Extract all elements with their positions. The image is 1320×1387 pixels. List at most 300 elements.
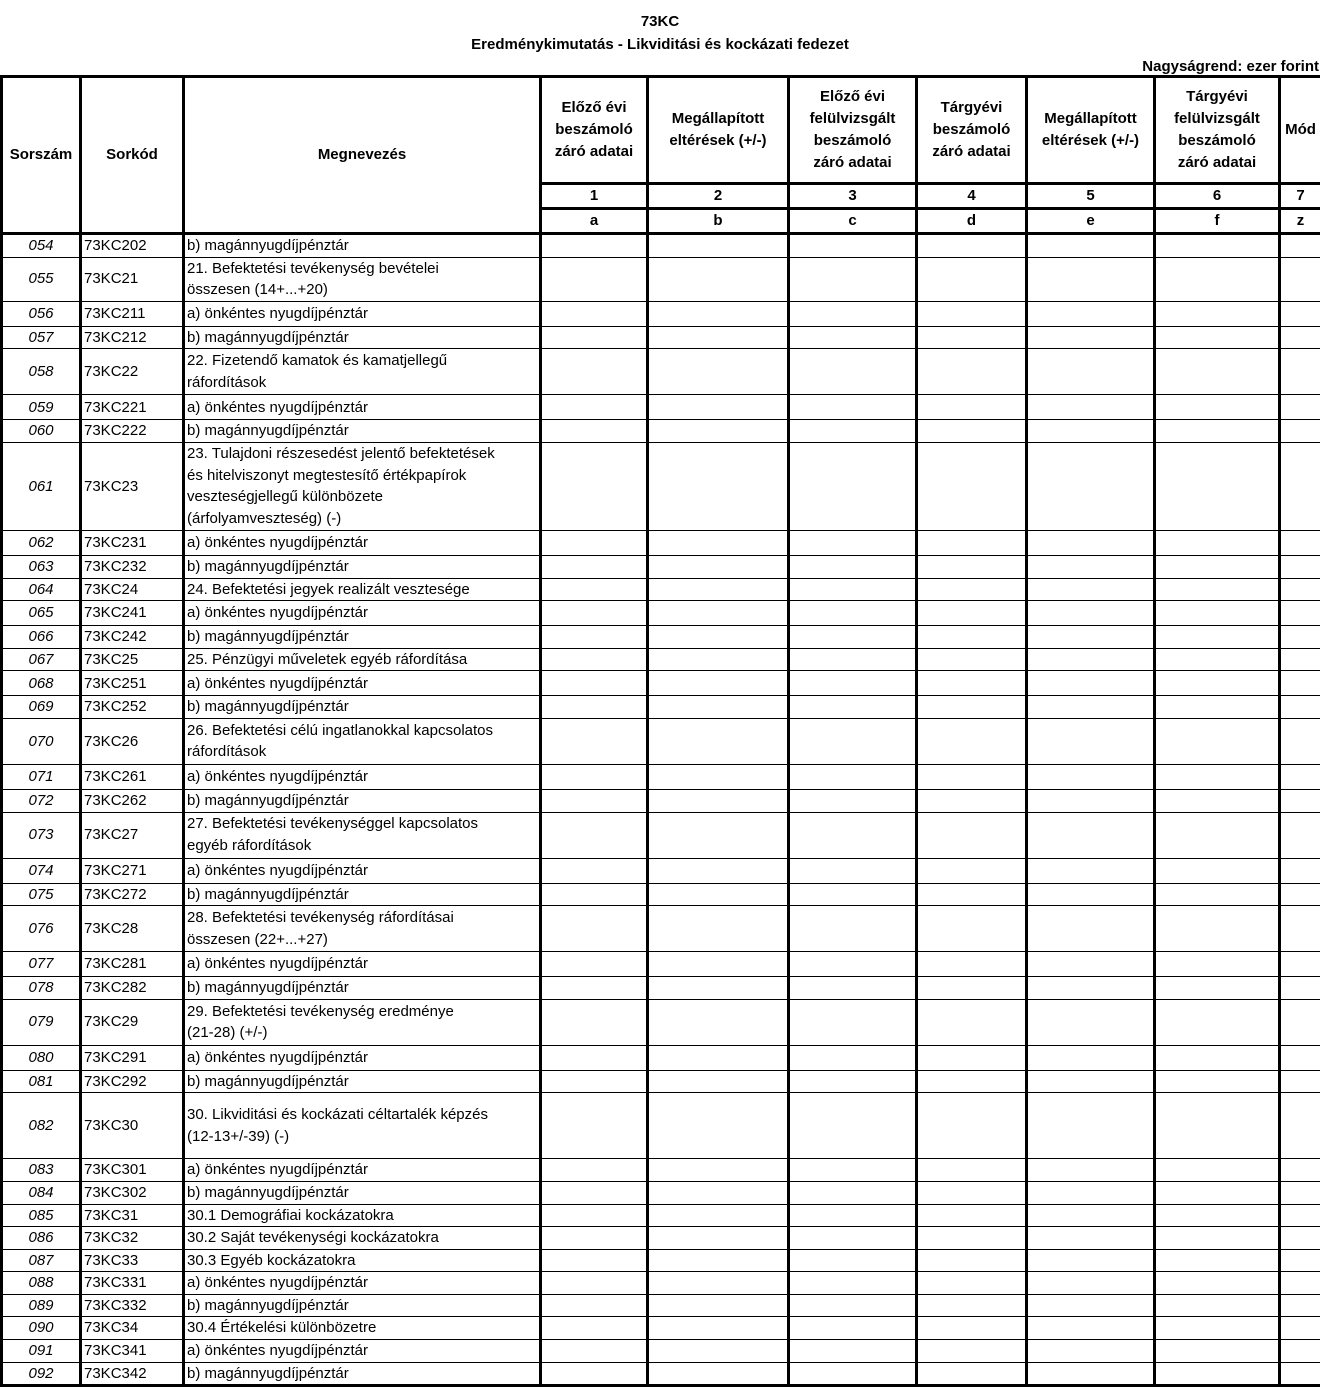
value-cell[interactable] xyxy=(1027,349,1155,395)
value-cell[interactable] xyxy=(1280,1093,1320,1159)
value-cell[interactable] xyxy=(541,1340,648,1363)
value-cell[interactable] xyxy=(541,1181,648,1204)
value-cell[interactable] xyxy=(1155,1204,1280,1227)
value-cell[interactable] xyxy=(1155,764,1280,789)
value-cell[interactable] xyxy=(541,442,648,530)
value-cell[interactable] xyxy=(1155,999,1280,1045)
value-cell[interactable] xyxy=(1155,883,1280,906)
row-sorszam: 069 xyxy=(2,696,81,719)
value-cell[interactable] xyxy=(917,1340,1027,1363)
value-cell[interactable] xyxy=(917,906,1027,952)
value-cell[interactable] xyxy=(1280,234,1320,258)
value-cell[interactable] xyxy=(1280,626,1320,649)
value-cell[interactable] xyxy=(1027,442,1155,530)
value-cell[interactable] xyxy=(1027,257,1155,301)
value-cell[interactable] xyxy=(917,420,1027,443)
value-cell[interactable] xyxy=(648,1204,789,1227)
value-cell[interactable] xyxy=(1155,234,1280,258)
value-cell[interactable] xyxy=(648,420,789,443)
value-cell[interactable] xyxy=(1155,1045,1280,1070)
row-megnevezes-line: 30.4 Értékelési különbözetre xyxy=(187,1317,537,1339)
value-cell[interactable] xyxy=(1027,555,1155,578)
value-cell[interactable] xyxy=(1280,1362,1320,1386)
value-cell[interactable] xyxy=(541,858,648,883)
value-cell[interactable] xyxy=(541,1249,648,1272)
value-cell[interactable] xyxy=(541,1294,648,1317)
value-cell[interactable] xyxy=(789,420,917,443)
value-cell[interactable] xyxy=(541,696,648,719)
value-cell[interactable] xyxy=(789,442,917,530)
value-cell[interactable] xyxy=(1280,764,1320,789)
value-cell[interactable] xyxy=(1155,1362,1280,1386)
value-cell[interactable] xyxy=(1027,395,1155,420)
value-cell[interactable] xyxy=(1280,1340,1320,1363)
header-sorkod: Sorkód xyxy=(81,77,184,234)
value-cell[interactable] xyxy=(1280,906,1320,952)
value-cell[interactable] xyxy=(541,1045,648,1070)
value-cell[interactable] xyxy=(1280,671,1320,696)
value-cell[interactable] xyxy=(1027,578,1155,601)
value-cell[interactable] xyxy=(1155,977,1280,1000)
value-cell[interactable] xyxy=(541,1070,648,1093)
value-cell[interactable] xyxy=(1027,1249,1155,1272)
value-cell[interactable] xyxy=(1280,257,1320,301)
value-cell[interactable] xyxy=(917,952,1027,977)
value-cell[interactable] xyxy=(917,530,1027,555)
value-cell[interactable] xyxy=(1027,601,1155,626)
value-cell[interactable] xyxy=(789,671,917,696)
value-cell[interactable] xyxy=(789,1093,917,1159)
value-cell[interactable] xyxy=(917,1227,1027,1250)
value-cell[interactable] xyxy=(541,578,648,601)
value-cell[interactable] xyxy=(648,883,789,906)
row-megnevezes xyxy=(184,326,541,349)
value-cell[interactable] xyxy=(789,952,917,977)
value-cell[interactable] xyxy=(1027,1070,1155,1093)
value-cell[interactable] xyxy=(1280,555,1320,578)
value-cell[interactable] xyxy=(789,1249,917,1272)
value-cell[interactable] xyxy=(1280,1204,1320,1227)
row-sorkod: 73KC231 xyxy=(81,530,184,555)
value-cell[interactable] xyxy=(1155,789,1280,812)
value-cell[interactable] xyxy=(1027,626,1155,649)
value-cell[interactable] xyxy=(1027,1181,1155,1204)
value-cell[interactable] xyxy=(789,626,917,649)
value-cell[interactable] xyxy=(789,696,917,719)
value-cell[interactable] xyxy=(1155,326,1280,349)
value-cell[interactable] xyxy=(789,530,917,555)
value-cell[interactable] xyxy=(1280,1181,1320,1204)
value-cell[interactable] xyxy=(541,395,648,420)
value-cell[interactable] xyxy=(1027,764,1155,789)
value-cell[interactable] xyxy=(541,789,648,812)
value-cell[interactable] xyxy=(541,326,648,349)
value-cell[interactable] xyxy=(1027,812,1155,858)
value-cell[interactable] xyxy=(917,626,1027,649)
value-cell[interactable] xyxy=(541,234,648,258)
value-cell[interactable] xyxy=(1155,626,1280,649)
value-cell[interactable] xyxy=(1027,1294,1155,1317)
value-cell[interactable] xyxy=(789,1070,917,1093)
value-cell[interactable] xyxy=(1155,1317,1280,1340)
value-cell[interactable] xyxy=(1027,858,1155,883)
value-cell[interactable] xyxy=(1155,718,1280,764)
value-cell[interactable] xyxy=(1027,326,1155,349)
value-cell[interactable] xyxy=(1155,1340,1280,1363)
value-cell[interactable] xyxy=(1155,555,1280,578)
value-cell[interactable] xyxy=(1280,1159,1320,1182)
value-cell[interactable] xyxy=(1280,1227,1320,1250)
value-cell[interactable] xyxy=(1155,1159,1280,1182)
value-cell[interactable] xyxy=(917,578,1027,601)
value-cell[interactable] xyxy=(789,812,917,858)
value-cell[interactable] xyxy=(1280,420,1320,443)
value-cell[interactable] xyxy=(648,1070,789,1093)
value-cell[interactable] xyxy=(541,1317,648,1340)
value-cell[interactable] xyxy=(1280,718,1320,764)
value-cell[interactable] xyxy=(1155,395,1280,420)
value-cell[interactable] xyxy=(541,1093,648,1159)
row-megnevezes xyxy=(184,301,541,326)
value-cell[interactable] xyxy=(1280,326,1320,349)
value-cell[interactable] xyxy=(1155,442,1280,530)
value-cell[interactable] xyxy=(917,234,1027,258)
row-megnevezes xyxy=(184,420,541,443)
value-cell[interactable] xyxy=(1280,301,1320,326)
row-sorszam: 067 xyxy=(2,648,81,671)
value-cell[interactable] xyxy=(648,395,789,420)
value-cell[interactable] xyxy=(1155,952,1280,977)
value-cell[interactable] xyxy=(1155,858,1280,883)
value-cell[interactable] xyxy=(541,883,648,906)
value-cell[interactable] xyxy=(1280,1070,1320,1093)
value-cell[interactable] xyxy=(789,977,917,1000)
value-cell[interactable] xyxy=(1280,648,1320,671)
value-cell[interactable] xyxy=(789,883,917,906)
value-cell[interactable] xyxy=(648,952,789,977)
value-cell[interactable] xyxy=(648,601,789,626)
value-cell[interactable] xyxy=(1027,671,1155,696)
header-col-line: Tárgyévi xyxy=(918,97,1025,119)
value-cell[interactable] xyxy=(917,1070,1027,1093)
value-cell[interactable] xyxy=(648,257,789,301)
value-cell[interactable] xyxy=(1155,578,1280,601)
value-cell[interactable] xyxy=(789,906,917,952)
value-cell[interactable] xyxy=(541,626,648,649)
value-cell[interactable] xyxy=(1155,301,1280,326)
row-megnevezes-line: b) magánnyugdíjpénztár xyxy=(187,884,537,906)
value-cell[interactable] xyxy=(1027,1159,1155,1182)
value-cell[interactable] xyxy=(648,696,789,719)
value-cell[interactable] xyxy=(541,1227,648,1250)
value-cell[interactable] xyxy=(789,234,917,258)
value-cell[interactable] xyxy=(789,555,917,578)
value-cell[interactable] xyxy=(1155,1294,1280,1317)
value-cell[interactable] xyxy=(648,530,789,555)
value-cell[interactable] xyxy=(541,1159,648,1182)
value-cell[interactable] xyxy=(789,395,917,420)
value-cell[interactable] xyxy=(648,906,789,952)
value-cell[interactable] xyxy=(541,999,648,1045)
value-cell[interactable] xyxy=(789,1159,917,1182)
value-cell[interactable] xyxy=(648,1249,789,1272)
value-cell[interactable] xyxy=(541,349,648,395)
value-cell[interactable] xyxy=(541,718,648,764)
value-cell[interactable] xyxy=(1155,1070,1280,1093)
value-cell[interactable] xyxy=(917,999,1027,1045)
row-megnevezes-line: b) magánnyugdíjpénztár xyxy=(187,556,537,578)
value-cell[interactable] xyxy=(1280,1249,1320,1272)
row-sorkod: 73KC261 xyxy=(81,764,184,789)
value-cell[interactable] xyxy=(648,1362,789,1386)
value-cell[interactable] xyxy=(789,1317,917,1340)
value-cell[interactable] xyxy=(1280,349,1320,395)
header-col-line: felülvizsgált xyxy=(790,108,915,130)
value-cell[interactable] xyxy=(789,999,917,1045)
value-cell[interactable] xyxy=(1155,1181,1280,1204)
value-cell[interactable] xyxy=(541,1272,648,1295)
value-cell[interactable] xyxy=(648,555,789,578)
value-cell[interactable] xyxy=(917,395,1027,420)
value-cell[interactable] xyxy=(789,349,917,395)
value-cell[interactable] xyxy=(1027,696,1155,719)
value-cell[interactable] xyxy=(648,349,789,395)
value-cell[interactable] xyxy=(1155,648,1280,671)
row-sorszam: 087 xyxy=(2,1249,81,1272)
value-cell[interactable] xyxy=(1027,648,1155,671)
value-cell[interactable] xyxy=(541,764,648,789)
value-cell[interactable] xyxy=(789,601,917,626)
value-cell[interactable] xyxy=(1280,1272,1320,1295)
value-cell[interactable] xyxy=(648,789,789,812)
value-cell[interactable] xyxy=(1280,952,1320,977)
value-cell[interactable] xyxy=(789,257,917,301)
value-cell[interactable] xyxy=(648,326,789,349)
value-cell[interactable] xyxy=(917,812,1027,858)
value-cell[interactable] xyxy=(541,1362,648,1386)
value-cell[interactable] xyxy=(917,1045,1027,1070)
row-sorszam: 074 xyxy=(2,858,81,883)
row-sorkod: 73KC24 xyxy=(81,578,184,601)
value-cell[interactable] xyxy=(648,1159,789,1182)
table-row xyxy=(2,718,1320,764)
value-cell[interactable] xyxy=(1155,420,1280,443)
row-sorszam: 084 xyxy=(2,1181,81,1204)
value-cell[interactable] xyxy=(541,1204,648,1227)
value-cell[interactable] xyxy=(789,326,917,349)
value-cell[interactable] xyxy=(917,696,1027,719)
value-cell[interactable] xyxy=(1280,578,1320,601)
value-cell[interactable] xyxy=(648,1340,789,1363)
value-cell[interactable] xyxy=(917,301,1027,326)
value-cell[interactable] xyxy=(917,671,1027,696)
value-cell[interactable] xyxy=(648,1093,789,1159)
value-cell[interactable] xyxy=(789,1272,917,1295)
value-cell[interactable] xyxy=(1027,530,1155,555)
value-cell[interactable] xyxy=(1027,301,1155,326)
value-cell[interactable] xyxy=(541,648,648,671)
value-cell[interactable] xyxy=(1280,999,1320,1045)
value-cell[interactable] xyxy=(1280,1045,1320,1070)
value-cell[interactable] xyxy=(917,1272,1027,1295)
value-cell[interactable] xyxy=(541,601,648,626)
value-cell[interactable] xyxy=(1155,257,1280,301)
value-cell[interactable] xyxy=(1280,858,1320,883)
value-cell[interactable] xyxy=(789,1204,917,1227)
value-cell[interactable] xyxy=(648,626,789,649)
value-cell[interactable] xyxy=(648,1227,789,1250)
value-cell[interactable] xyxy=(648,301,789,326)
value-cell[interactable] xyxy=(789,1362,917,1386)
value-cell[interactable] xyxy=(648,718,789,764)
value-cell[interactable] xyxy=(789,1294,917,1317)
value-cell[interactable] xyxy=(541,906,648,952)
value-cell[interactable] xyxy=(789,789,917,812)
value-cell[interactable] xyxy=(917,1294,1027,1317)
value-cell[interactable] xyxy=(1027,906,1155,952)
value-cell[interactable] xyxy=(917,442,1027,530)
value-cell[interactable] xyxy=(648,234,789,258)
value-cell[interactable] xyxy=(648,578,789,601)
value-cell[interactable] xyxy=(917,764,1027,789)
value-cell[interactable] xyxy=(541,812,648,858)
value-cell[interactable] xyxy=(789,718,917,764)
row-sorkod: 73KC27 xyxy=(81,812,184,858)
value-cell[interactable] xyxy=(1155,349,1280,395)
row-megnevezes-line: 29. Befektetési tevékenység eredménye xyxy=(187,1001,537,1023)
value-cell[interactable] xyxy=(541,952,648,977)
value-cell[interactable] xyxy=(1027,977,1155,1000)
value-cell[interactable] xyxy=(1155,530,1280,555)
value-cell[interactable] xyxy=(917,1317,1027,1340)
value-cell[interactable] xyxy=(1155,1093,1280,1159)
value-cell[interactable] xyxy=(1027,1317,1155,1340)
value-cell[interactable] xyxy=(789,301,917,326)
value-cell[interactable] xyxy=(1280,395,1320,420)
value-cell[interactable] xyxy=(541,257,648,301)
value-cell[interactable] xyxy=(917,977,1027,1000)
value-cell[interactable] xyxy=(541,420,648,443)
value-cell[interactable] xyxy=(1155,812,1280,858)
value-cell[interactable] xyxy=(917,718,1027,764)
value-cell[interactable] xyxy=(648,1272,789,1295)
header-col-letter: f xyxy=(1155,209,1280,234)
value-cell[interactable] xyxy=(1280,789,1320,812)
value-cell[interactable] xyxy=(789,1181,917,1204)
value-cell[interactable] xyxy=(789,1045,917,1070)
value-cell[interactable] xyxy=(1280,883,1320,906)
value-cell[interactable] xyxy=(1027,420,1155,443)
value-cell[interactable] xyxy=(648,1181,789,1204)
table-header xyxy=(2,77,1320,234)
value-cell[interactable] xyxy=(1280,601,1320,626)
value-cell[interactable] xyxy=(789,858,917,883)
value-cell[interactable] xyxy=(648,648,789,671)
row-megnevezes-line: a) önkéntes nyugdíjpénztár xyxy=(187,953,537,975)
value-cell[interactable] xyxy=(1155,671,1280,696)
value-cell[interactable] xyxy=(648,858,789,883)
value-cell[interactable] xyxy=(1027,1340,1155,1363)
value-cell[interactable] xyxy=(648,671,789,696)
value-cell[interactable] xyxy=(1027,234,1155,258)
value-cell[interactable] xyxy=(789,1340,917,1363)
value-cell[interactable] xyxy=(1027,789,1155,812)
value-cell[interactable] xyxy=(917,648,1027,671)
value-cell[interactable] xyxy=(1027,1093,1155,1159)
value-cell[interactable] xyxy=(1027,1272,1155,1295)
value-cell[interactable] xyxy=(917,326,1027,349)
value-cell[interactable] xyxy=(541,530,648,555)
value-cell[interactable] xyxy=(1155,1272,1280,1295)
value-cell[interactable] xyxy=(917,1181,1027,1204)
value-cell[interactable] xyxy=(917,1249,1027,1272)
value-cell[interactable] xyxy=(648,764,789,789)
value-cell[interactable] xyxy=(1155,1227,1280,1250)
value-cell[interactable] xyxy=(1027,1204,1155,1227)
value-cell[interactable] xyxy=(1155,1249,1280,1272)
value-cell[interactable] xyxy=(541,301,648,326)
row-sorkod: 73KC30 xyxy=(81,1093,184,1159)
value-cell[interactable] xyxy=(1027,1045,1155,1070)
value-cell[interactable] xyxy=(648,1045,789,1070)
value-cell[interactable] xyxy=(917,349,1027,395)
value-cell[interactable] xyxy=(541,671,648,696)
header-col-line: Előző évi xyxy=(790,86,915,108)
value-cell[interactable] xyxy=(648,1317,789,1340)
value-cell[interactable] xyxy=(1280,530,1320,555)
value-cell[interactable] xyxy=(917,1204,1027,1227)
value-cell[interactable] xyxy=(1280,696,1320,719)
value-cell[interactable] xyxy=(1280,1294,1320,1317)
value-cell[interactable] xyxy=(1027,952,1155,977)
value-cell[interactable] xyxy=(1027,718,1155,764)
value-cell[interactable] xyxy=(917,601,1027,626)
value-cell[interactable] xyxy=(917,883,1027,906)
value-cell[interactable] xyxy=(1027,883,1155,906)
value-cell[interactable] xyxy=(917,1159,1027,1182)
value-cell[interactable] xyxy=(917,257,1027,301)
value-cell[interactable] xyxy=(648,442,789,530)
value-cell[interactable] xyxy=(1155,601,1280,626)
value-cell[interactable] xyxy=(789,578,917,601)
value-cell[interactable] xyxy=(1027,1227,1155,1250)
value-cell[interactable] xyxy=(1280,977,1320,1000)
value-cell[interactable] xyxy=(541,977,648,1000)
row-megnevezes-line: összesen (22+...+27) xyxy=(187,929,537,951)
value-cell[interactable] xyxy=(648,1294,789,1317)
value-cell[interactable] xyxy=(541,555,648,578)
value-cell[interactable] xyxy=(1280,442,1320,530)
value-cell[interactable] xyxy=(1280,812,1320,858)
value-cell[interactable] xyxy=(917,1362,1027,1386)
value-cell[interactable] xyxy=(789,1227,917,1250)
value-cell[interactable] xyxy=(917,789,1027,812)
value-cell[interactable] xyxy=(1027,999,1155,1045)
value-cell[interactable] xyxy=(648,812,789,858)
value-cell[interactable] xyxy=(789,648,917,671)
value-cell[interactable] xyxy=(1155,696,1280,719)
value-cell[interactable] xyxy=(917,555,1027,578)
value-cell[interactable] xyxy=(1027,1362,1155,1386)
value-cell[interactable] xyxy=(917,858,1027,883)
value-cell[interactable] xyxy=(1155,906,1280,952)
value-cell[interactable] xyxy=(1280,1317,1320,1340)
value-cell[interactable] xyxy=(648,977,789,1000)
value-cell[interactable] xyxy=(648,999,789,1045)
value-cell[interactable] xyxy=(789,764,917,789)
row-sorkod: 73KC232 xyxy=(81,555,184,578)
value-cell[interactable] xyxy=(917,1093,1027,1159)
